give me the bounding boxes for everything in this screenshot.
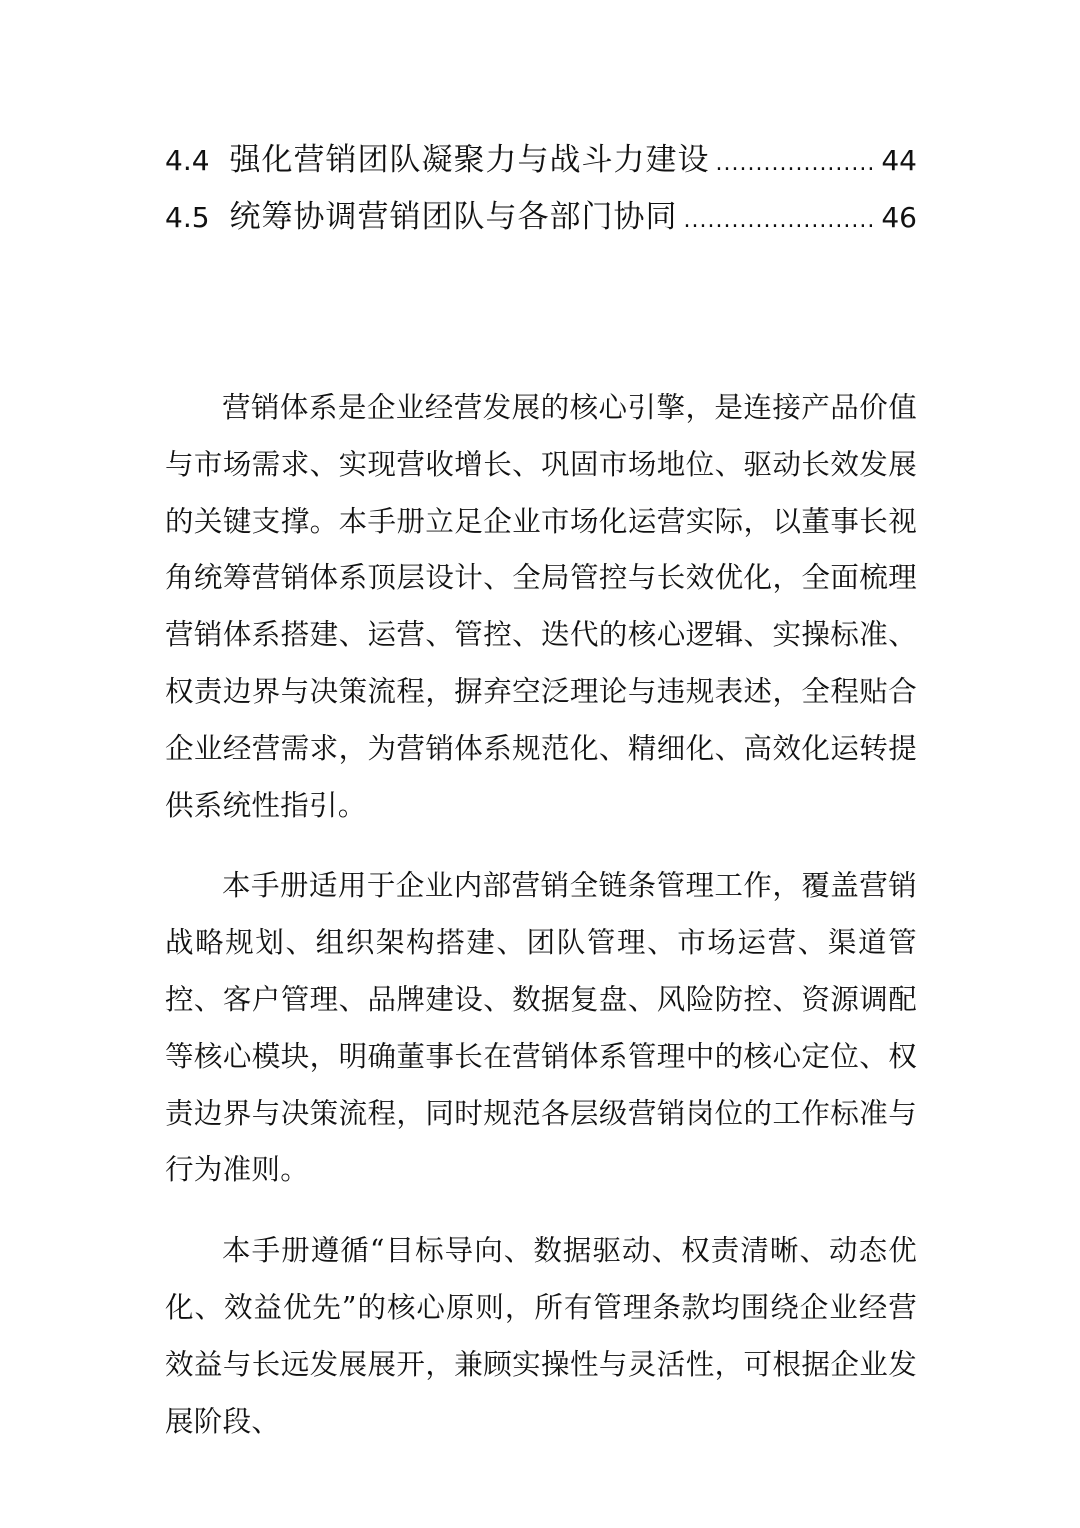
toc-entry-title: 强化营销团队凝聚力与战斗力建设	[229, 142, 710, 178]
toc-entry-number: 4.5	[165, 201, 210, 234]
toc-dot-leader	[684, 192, 878, 249]
toc-entry[interactable]	[165, 189, 917, 246]
toc-entry-title: 统筹协调营销团队与各部门协同	[229, 199, 678, 235]
toc-entry-page: 44	[881, 144, 917, 177]
table-of-contents	[165, 132, 917, 246]
toc-entry-page: 46	[881, 201, 917, 234]
toc-entry[interactable]	[165, 132, 917, 189]
toc-entry-number: 4.4	[165, 144, 210, 177]
toc-dot-leader	[716, 135, 878, 192]
body-paragraph: 营销体系是企业经营发展的核心引擎，是连接产品价值与市场需求、实现营收增长、巩固市场地位、驱动长效发展的关键支撑。本手册立足企业市场化运营实际，以董事长视角统筹营销体系顶层设计、全局管控与长效优化，全面梳理营销体系搭建、运营、管控、迭代的核心逻辑、实操标准、权责边界与决策流程，摒弃空泛理论与违规表述，全程贴合企业经营需求，为营销体系规范化、精细化、高效化运转提供系统性指引。	[165, 391, 917, 822]
body-paragraph: 本手册遵循“目标导向、数据驱动、权责清晰、动态优化、效益优先”的核心原则，所有管理条款均围绕企业经营效益与长远发展展开，兼顾实操性与灵活性，可根据企业发展阶段、	[165, 1234, 917, 1438]
body-text	[165, 380, 917, 1474]
body-paragraph: 本手册适用于企业内部营销全链条管理工作，覆盖营销战略规划、组织架构搭建、团队管理、市场运营、渠道管控、客户管理、品牌建设、数据复盘、风险防控、资源调配等核心模块，明确董事长在营销体系管理中的核心定位、权责边界与决策流程，同时规范各层级营销岗位的工作标准与行为准则。	[165, 869, 917, 1187]
